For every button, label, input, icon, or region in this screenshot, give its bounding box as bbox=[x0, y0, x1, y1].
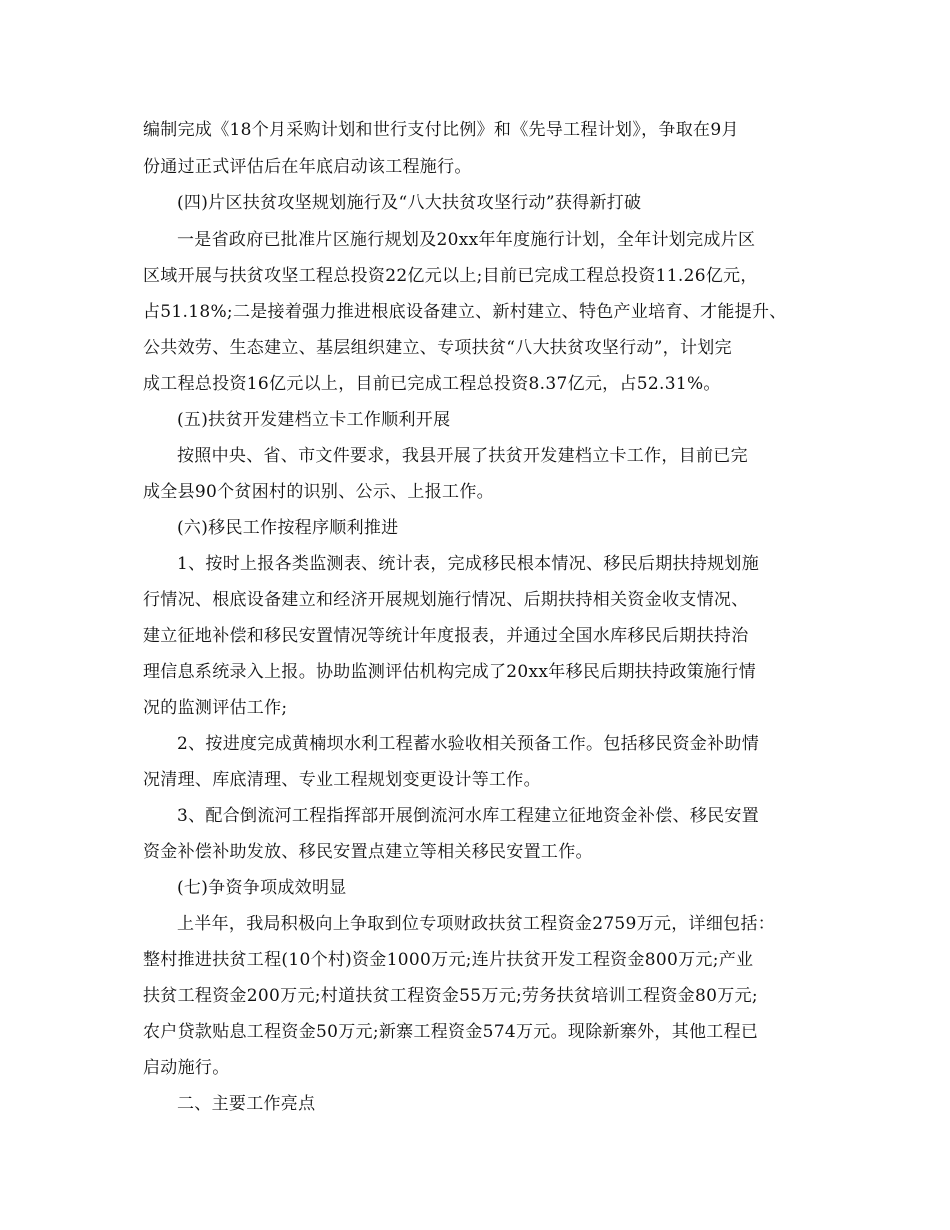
paragraph-line: 1、按时上报各类监测表、统计表，完成移民根本情况、移民后期扶持规划施 bbox=[177, 554, 760, 574]
paragraph-line: 况清理、库底清理、专业工程规划变更设计等工作。 bbox=[143, 770, 541, 790]
section-heading: (四)片区扶贫攻坚规划施行及“八大扶贫攻坚行动”获得新打破 bbox=[177, 193, 642, 213]
paragraph-line: 成工程总投资16亿元以上，目前已完成工程总投资8.37亿元，占52.31%。 bbox=[143, 374, 721, 394]
paragraph-line: 2、按进度完成黄楠坝水利工程蓄水验收相关预备工作。包括移民资金补助情 bbox=[177, 734, 760, 754]
paragraph-line: 况的监测评估工作; bbox=[143, 698, 288, 718]
paragraph-line: 上半年，我局积极向上争取到位专项财政扶贫工程资金2759万元，详细包括： bbox=[177, 914, 776, 934]
paragraph-line: 一是省政府已批准片区施行规划及20xx年年度施行计划，全年计划完成片区 bbox=[177, 230, 756, 250]
paragraph-line: 行情况、根底设备建立和经济开展规划施行情况、后期扶持相关资金收支情况、 bbox=[143, 590, 749, 610]
paragraph-line: 按照中央、省、市文件要求，我县开展了扶贫开发建档立卡工作，目前已完 bbox=[177, 446, 748, 466]
section-heading: (五)扶贫开发建档立卡工作顺利开展 bbox=[177, 410, 451, 430]
paragraph-line: 启动施行。 bbox=[143, 1058, 230, 1078]
paragraph-line: 公共效劳、生态建立、基层组织建立、专项扶贫“八大扶贫攻坚行动”，计划完 bbox=[143, 338, 732, 358]
paragraph-line: 占51.18%;二是接着强力推进根底设备建立、新村建立、特色产业培育、才能提升、 bbox=[143, 302, 787, 322]
paragraph-line: 整村推进扶贫工程(10个村)资金1000万元;连片扶贫开发工程资金800万元;产业 bbox=[143, 950, 754, 970]
paragraph-line: 区域开展与扶贫攻坚工程总投资22亿元以上;目前已完成工程总投资11.26亿元， bbox=[143, 266, 758, 286]
section-heading: (七)争资争项成效明显 bbox=[177, 878, 347, 898]
paragraph-line: 扶贫工程资金200万元;村道扶贫工程资金55万元;劳务扶贫培训工程资金80万元; bbox=[143, 986, 758, 1006]
paragraph-line: 3、配合倒流河工程指挥部开展倒流河水库工程建立征地资金补偿、移民安置 bbox=[177, 806, 760, 826]
paragraph-line: 建立征地补偿和移民安置情况等统计年度报表，并通过全国水库移民后期扶持治 bbox=[143, 626, 749, 646]
section-heading: 二、主要工作亮点 bbox=[177, 1094, 316, 1114]
paragraph-line: 资金补偿补助发放、移民安置点建立等相关移民安置工作。 bbox=[143, 842, 593, 862]
paragraph-line: 成全县90个贫困村的识别、公示、上报工作。 bbox=[143, 482, 494, 502]
paragraph-line: 农户贷款贴息工程资金50万元;新寨工程资金574万元。现除新寨外，其他工程已 bbox=[143, 1022, 759, 1042]
paragraph-line: 编制完成《18个月采购计划和世行支付比例》和《先导工程计划》，争取在9月 bbox=[143, 120, 739, 140]
paragraph-line: 份通过正式评估后在年底启动该工程施行。 bbox=[143, 157, 472, 177]
paragraph-line: 理信息系统录入上报。协助监测评估机构完成了20xx年移民后期扶持政策施行情 bbox=[143, 662, 756, 682]
section-heading: (六)移民工作按程序顺利推进 bbox=[177, 518, 399, 538]
